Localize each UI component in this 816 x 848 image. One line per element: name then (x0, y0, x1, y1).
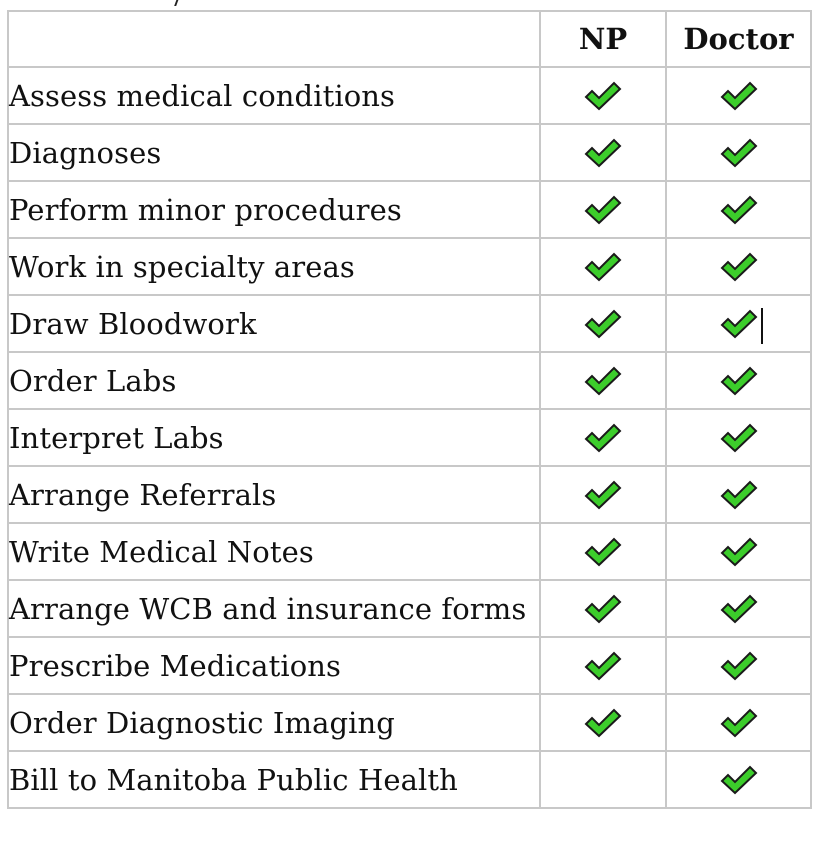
task-label: Interpret Labs (8, 409, 540, 466)
table-row (8, 181, 811, 238)
table-row (8, 523, 811, 580)
np-cell (540, 523, 666, 580)
table-row (8, 124, 811, 181)
np-cell (540, 637, 666, 694)
checkmark-icon (720, 651, 758, 681)
table-row (8, 295, 811, 352)
doctor-cell (666, 466, 811, 523)
checkmark-icon (720, 195, 758, 225)
checkmark-icon (584, 309, 622, 339)
checkmark-icon (584, 423, 622, 453)
checkmark-icon (720, 423, 758, 453)
checkmark-icon (720, 252, 758, 282)
checkmark-icon (720, 480, 758, 510)
checkmark-icon (720, 708, 758, 738)
checkmark-icon (584, 537, 622, 567)
checkmark-icon (584, 81, 622, 111)
doctor-cell (666, 352, 811, 409)
checkmark-icon (584, 195, 622, 225)
table-row (8, 238, 811, 295)
doctor-cell (666, 751, 811, 808)
np-cell (540, 124, 666, 181)
checkmark-icon (720, 594, 758, 624)
checkmark-icon (584, 366, 622, 396)
header-row (8, 11, 811, 67)
np-cell (540, 751, 666, 808)
task-label: Arrange Referrals (8, 466, 540, 523)
doctor-cell (666, 694, 811, 751)
task-label: Assess medical conditions (8, 67, 540, 124)
table-row (8, 580, 811, 637)
doctor-cell (666, 409, 811, 466)
doctor-cell (666, 238, 811, 295)
checkmark-icon (720, 765, 758, 795)
checkmark-icon (720, 138, 758, 168)
table-row (8, 409, 811, 466)
table-row (8, 466, 811, 523)
table-row (8, 637, 811, 694)
checkmark-icon (720, 366, 758, 396)
checkmark-icon (720, 81, 758, 111)
table-row (8, 352, 811, 409)
table-row (8, 67, 811, 124)
checkmark-icon (584, 708, 622, 738)
comparison-table (7, 10, 812, 809)
task-label: Prescribe Medications (8, 637, 540, 694)
task-label: Order Labs (8, 352, 540, 409)
np-cell (540, 694, 666, 751)
task-label: Write Medical Notes (8, 523, 540, 580)
task-label: Order Diagnostic Imaging (8, 694, 540, 751)
np-cell (540, 67, 666, 124)
task-label: Bill to Manitoba Public Health (8, 751, 540, 808)
checkmark-icon (584, 651, 622, 681)
header-task (8, 11, 540, 67)
task-label: Draw Bloodwork (8, 295, 540, 352)
doctor-cell (666, 637, 811, 694)
text-cursor (761, 308, 763, 344)
doctor-cell (666, 295, 811, 352)
task-label: Diagnoses (8, 124, 540, 181)
checkmark-icon (720, 309, 758, 339)
table-row (8, 694, 811, 751)
np-cell (540, 409, 666, 466)
doctor-cell (666, 523, 811, 580)
np-cell (540, 238, 666, 295)
task-label: Arrange WCB and insurance forms (8, 580, 540, 637)
np-cell (540, 466, 666, 523)
task-label: Perform minor procedures (8, 181, 540, 238)
np-cell (540, 181, 666, 238)
np-cell (540, 295, 666, 352)
text-caret-mark (170, 0, 180, 6)
table-row (8, 751, 811, 808)
table-body (8, 67, 811, 808)
checkmark-icon (584, 594, 622, 624)
checkmark-icon (720, 537, 758, 567)
task-label: Work in specialty areas (8, 238, 540, 295)
header-doctor: Doctor (666, 11, 811, 67)
doctor-cell (666, 580, 811, 637)
doctor-cell (666, 124, 811, 181)
np-cell (540, 352, 666, 409)
doctor-cell (666, 67, 811, 124)
np-cell (540, 580, 666, 637)
header-np: NP (540, 11, 666, 67)
checkmark-icon (584, 138, 622, 168)
doctor-cell (666, 181, 811, 238)
checkmark-icon (584, 480, 622, 510)
checkmark-icon (584, 252, 622, 282)
